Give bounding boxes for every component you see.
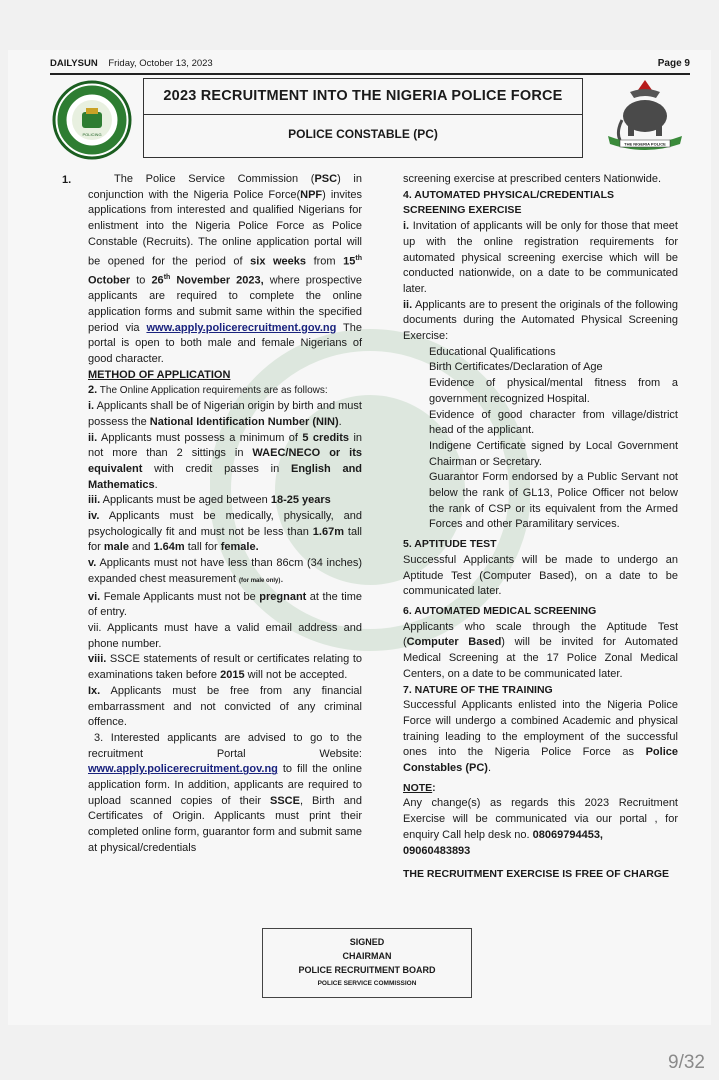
requirements-intro — [88, 383, 362, 399]
document-item: Evidence of physical/mental fitness from a government recognized Hospital. — [429, 377, 678, 405]
text-span: Applicants must be aged between — [100, 494, 271, 507]
advert-title: 2023 RECRUITMENT INTO THE NIGERIA POLICE FORCE — [163, 88, 563, 104]
text-span: from — [306, 255, 344, 268]
note-text — [403, 796, 678, 859]
text-span: Applicants are to present the originals of the following documents during the Automated Physical Screening Exercise: — [403, 298, 678, 343]
newspaper-name: DAILYSUN — [50, 58, 98, 69]
text-span: Applicants must not have less than 86cm (34 inches) expanded chest measurement — [88, 557, 362, 585]
text-span: SSCE — [270, 794, 300, 807]
text-span: where prospective applicants are required to complete the online application forms and submit same within the specified period via — [88, 274, 362, 334]
text-span: 1.64m — [153, 541, 185, 554]
advert-subtitle: POLICE CONSTABLE (PC) — [288, 127, 438, 141]
section-7-text — [403, 698, 678, 777]
requirement-viii — [88, 652, 362, 683]
text-span: ) will be invited for Automated Medical Screening at the 17 Police Zonal Medical Centers, on a date to be communicated later. — [403, 636, 678, 680]
requirement-iii — [88, 493, 362, 509]
text-span: male — [103, 541, 129, 554]
text-span: PSC — [314, 173, 338, 185]
section-6-heading: 6. AUTOMATED MEDICAL SCREENING — [403, 604, 597, 617]
text-span: Female Applicants must not be — [100, 590, 260, 603]
document-item: Guarantor Form endorsed by a Public Servant not below the rank of GL13, Police Officer not below the rank of CSP or its equivalent from the Armed Forces and other Paramilitary services. — [429, 471, 678, 531]
text-span: The portal is open to both male and female Nigerians of good character. — [88, 321, 362, 366]
text-span: . — [280, 572, 284, 585]
section-4-item-i — [403, 219, 678, 298]
paragraph-3 — [88, 731, 362, 857]
text-span: National Identification Number (NIN) — [149, 415, 339, 428]
signature-box — [262, 928, 472, 998]
text-span: 3. Interested applicants are advised to go to the recruitment Portal Website: — [88, 731, 362, 760]
requirement-v — [88, 556, 362, 589]
psc-logo — [52, 80, 132, 160]
text-span: i. — [403, 220, 410, 233]
portal-link[interactable]: www.apply.policerecruitment.gov.ng — [88, 763, 278, 776]
text-span: . — [487, 762, 492, 775]
text-span: 5 credits — [302, 431, 350, 444]
section-7-heading: 7. NATURE OF THE TRAINING — [403, 683, 553, 696]
text-span: ) in conjunction with the Nigeria Police Force( — [88, 173, 362, 201]
text-span: Ix. — [88, 684, 101, 697]
text-span: six weeks — [250, 255, 307, 268]
section-5-heading: 5. APTITUDE TEST — [403, 538, 497, 551]
intro-paragraph — [88, 172, 362, 368]
text-span: i. — [88, 400, 95, 413]
text-span: Successful Applicants enlisted into the Nigeria Police Force will undergo a combined Academic and physical training leading to the employment of the successful ones into the Nigeria Police Force as — [403, 699, 678, 759]
text-span: Any change(s) as regards this 2023 Recruitment Exercise will be communicated via our portal , for enquiry Call help desk no. — [403, 797, 678, 841]
issue-date: Friday, October 13, 2023 — [108, 58, 213, 69]
text-span: th — [355, 254, 362, 262]
requirement-i — [88, 399, 362, 430]
header-rule — [50, 73, 690, 75]
text-span: Applicants must be free from any financial embarrassment and not convicted of any criminal offence. — [88, 684, 362, 729]
advert-title-box — [143, 78, 583, 158]
text-span: The Online Application requirements are as follows: — [97, 385, 328, 397]
requirement-vii: vii. Applicants must have a valid email address and phone number. — [88, 622, 362, 650]
text-span: in not more than 2 sittings in — [88, 431, 363, 460]
text-span: ii. — [88, 431, 98, 444]
text-span: vi. — [88, 590, 101, 603]
text-span: 26 — [151, 274, 164, 287]
text-span: v. — [88, 557, 97, 570]
signatory-organization: POLICE SERVICE COMMISSION — [317, 980, 417, 987]
title-divider — [144, 114, 582, 115]
text-span: tall for — [88, 525, 362, 554]
item-number: 1. — [62, 174, 72, 186]
text-span: . — [338, 415, 342, 428]
help-desk-phone: 09060483893 — [403, 844, 471, 857]
section-6-text — [403, 620, 678, 683]
svg-text:THE NIGERIA POLICE: THE NIGERIA POLICE — [624, 141, 666, 147]
text-span: Applicants who scale through the Aptitude Test ( — [403, 620, 678, 649]
help-desk-phone: 08069794453, — [532, 828, 603, 841]
note-heading — [403, 781, 678, 797]
text-span: NPF — [300, 188, 323, 201]
method-heading: METHOD OF APPLICATION — [88, 368, 231, 381]
text-span: October — [88, 274, 131, 287]
advert-header — [50, 78, 690, 160]
text-span: viii. — [88, 653, 107, 666]
npf-crest-logo — [602, 76, 688, 154]
text-span: English and Mathematics — [88, 462, 363, 491]
text-span: pregnant — [259, 590, 307, 603]
text-span: ) invites applications from interested and qualified Nigerians for enlistment into the Nigeria Police Force as Police Constable (Recruits). The online application portal will be opened for the period of — [88, 188, 362, 268]
text-span: WAEC/NECO or its equivalent — [88, 447, 362, 475]
section-4-item-ii — [403, 298, 678, 345]
text-span: tall for — [184, 541, 221, 554]
text-span: ii. — [403, 298, 413, 311]
text-span: 18-25 years — [270, 494, 331, 507]
text-span: SSCE statements of result or certificates relating to examinations taken before — [88, 653, 362, 682]
text-span: Police Constables (PC) — [403, 746, 678, 775]
text-span: Invitation of applicants will be only for those that meet up with the online registration requirements for automated physical screening exercise which will be conducted nationwide, on a date to be communicated later. — [403, 220, 678, 295]
text-span: Applicants shall be of Nigerian origin by birth and must possess the — [88, 400, 362, 428]
section-4-heading: 4. AUTOMATED PHYSICAL/CREDENTIALS SCREENING EXERCISE — [403, 188, 614, 217]
text-span: , Birth and Certificates of Origin. Applicants must print their completed online form, guarantor form and submit same at physical/credentials — [88, 794, 362, 854]
text-span: at the time of entry. — [88, 590, 362, 619]
text-span: and — [128, 541, 154, 554]
text-span: 2. — [88, 384, 98, 397]
text-span: . — [154, 478, 158, 491]
requirement-vi — [88, 590, 362, 621]
requirement-iv — [88, 509, 362, 556]
text-span: th — [163, 273, 171, 281]
free-of-charge-notice: THE RECRUITMENT EXERCISE IS FREE OF CHARGE — [403, 868, 670, 881]
text-span: iv. — [88, 510, 100, 523]
left-column — [88, 172, 362, 857]
portal-link[interactable]: www.apply.policerecruitment.gov.ng — [146, 321, 337, 334]
text-span: to fill the online application form. In addition, applicants are required to upload scanned copies of their — [88, 763, 362, 807]
document-item: Evidence of good character from village/district head of the applicant. — [429, 408, 678, 437]
text-span: 1.67m — [312, 525, 344, 538]
text-span: November 2023, — [170, 274, 264, 287]
image-pager: 9/32 — [668, 1052, 705, 1073]
text-span: with credit passes in — [142, 462, 291, 475]
text-span: (for male only) — [239, 577, 281, 584]
text-span: Applicants must be medically, physically, and psychologically fit and must not be less than — [88, 510, 362, 538]
page-number: Page 9 — [657, 58, 690, 69]
text-span: to — [130, 274, 152, 287]
text-span: Applicants must possess a minimum of — [97, 431, 303, 444]
text-span: female. — [220, 541, 259, 554]
signatory-board: POLICE RECRUITMENT BOARD — [298, 965, 436, 975]
text-span: will not be accepted. — [244, 669, 348, 682]
requirement-ix — [88, 684, 362, 731]
text-span: NOTE — [403, 781, 433, 794]
document-item: Indigene Certificate signed by Local Government Chairman or Secretary. — [429, 439, 678, 468]
section-5-text: Successful Applicants will be made to undergo an Aptitude Test (Computer Based), on a date to be communicated later. — [403, 553, 678, 598]
document-item: Educational Qualifications — [429, 345, 556, 358]
newspaper-header — [50, 58, 690, 72]
svg-text:POLICING: POLICING — [82, 132, 102, 137]
requirement-ii — [88, 431, 362, 494]
right-column — [403, 172, 678, 883]
spacer — [403, 859, 678, 867]
screening-continuation: screening exercise at prescribed centers Nationwide. — [403, 173, 662, 185]
document-list — [403, 345, 678, 533]
text-span: The Police Service Commission ( — [114, 173, 315, 185]
text-span: : — [432, 781, 436, 794]
signatory-title: CHAIRMAN — [342, 951, 392, 961]
signed-label: SIGNED — [349, 937, 385, 947]
document-item: Birth Certificates/Declaration of Age — [429, 361, 603, 374]
text-span: Computer Based — [406, 636, 502, 649]
text-span: 15 — [343, 255, 356, 268]
text-span: 2015 — [220, 669, 245, 682]
text-span: iii. — [88, 494, 101, 507]
